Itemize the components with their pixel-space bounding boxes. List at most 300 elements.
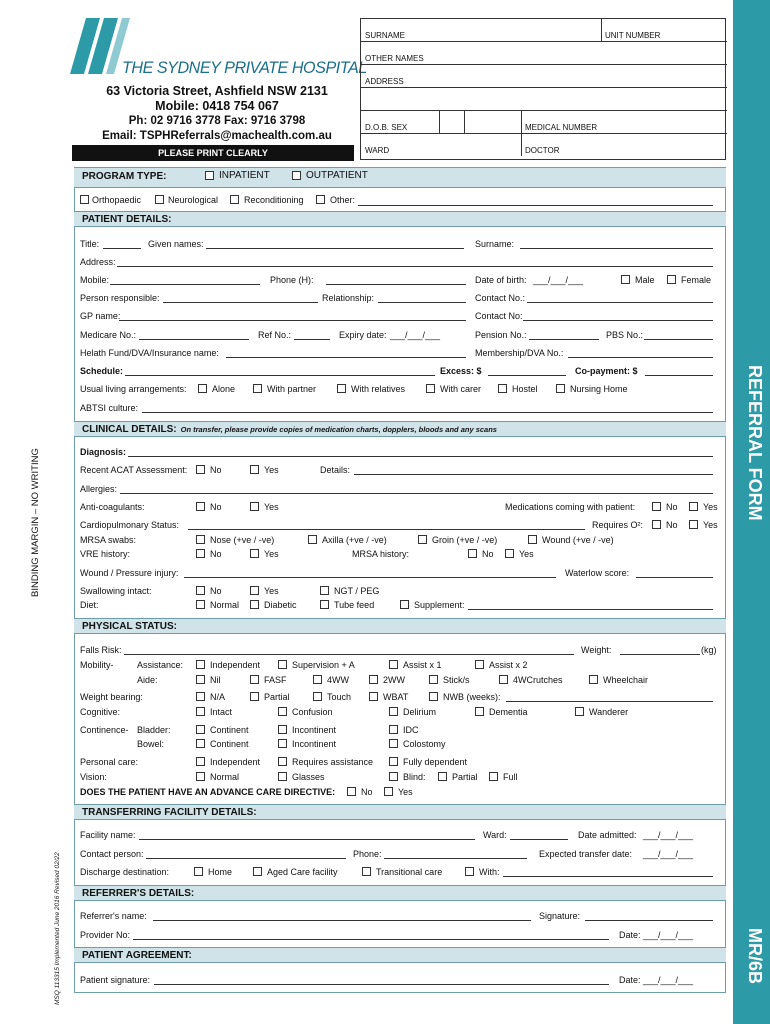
orthopaedic-checkbox[interactable] (80, 195, 89, 204)
diet-diabetic-checkbox[interactable] (250, 600, 259, 609)
kg-label: (kg) (701, 645, 717, 655)
blind-checkbox[interactable] (389, 772, 398, 781)
other-program-label: Other: (330, 195, 356, 205)
wound-injury-label: Wound / Pressure injury: (80, 568, 179, 578)
inpatient-checkbox[interactable] (205, 171, 214, 180)
transfer-ward-label: Ward: (483, 830, 507, 840)
home-checkbox[interactable] (194, 867, 203, 876)
referrer-signature-input[interactable] (585, 920, 713, 921)
excess-label: Excess: $ (440, 366, 482, 376)
ref-no-label: Ref No.: (258, 330, 292, 340)
allergies-label: Allergies: (80, 484, 118, 494)
male-checkbox[interactable] (621, 275, 630, 284)
alone-checkbox[interactable] (198, 384, 207, 393)
facility-name-input[interactable] (139, 839, 475, 840)
provider-no-label: Provider No: (80, 930, 131, 940)
ward-label: WARD (365, 146, 390, 155)
meds-yes-checkbox[interactable] (689, 502, 698, 511)
binding-margin-note: BINDING MARGIN – NO WRITING (30, 448, 41, 597)
female-checkbox[interactable] (667, 275, 676, 284)
nursing-home-checkbox[interactable] (556, 384, 565, 393)
axilla-label: Axilla (+ve / -ve) (322, 535, 387, 545)
expiry-input[interactable]: ___/___/___ (390, 330, 441, 340)
anticoag-yes-label: Yes (264, 502, 279, 512)
idc-checkbox[interactable] (389, 725, 398, 734)
with-relatives-checkbox[interactable] (337, 384, 346, 393)
with-label: With: (479, 867, 500, 877)
glasses-checkbox[interactable] (278, 772, 287, 781)
bladder-continent-label: Continent (210, 725, 249, 735)
gp-contact-label: Contact No: (475, 311, 523, 321)
assist2-label: Assist x 2 (489, 660, 528, 670)
wb-touch-label: Touch (327, 692, 352, 702)
diagnosis-label: Diagnosis: (80, 447, 127, 457)
facility-name-label: Facility name: (80, 830, 136, 840)
assist2-checkbox[interactable] (475, 660, 484, 669)
mobility-label: Mobility- (80, 660, 114, 670)
2ww-label: 2WW (383, 675, 405, 685)
pbs-input[interactable] (644, 339, 713, 340)
transfer-phone-label: Phone: (353, 849, 382, 859)
pension-label: Pension No.: (475, 330, 527, 340)
surname-input[interactable] (520, 248, 713, 249)
4wcrutches-label: 4WCrutches (513, 675, 563, 685)
cognitive-label: Cognitive: (80, 707, 121, 717)
diet-diabetic-label: Diabetic (264, 600, 297, 610)
sticks-checkbox[interactable] (429, 675, 438, 684)
given-names-label: Given names: (148, 239, 204, 249)
referrer-date-label: Date: (619, 930, 641, 940)
address-input[interactable] (117, 266, 713, 267)
copayment-input[interactable] (645, 375, 713, 376)
groin-label: Groin (+ve / -ve) (432, 535, 498, 545)
tube-feed-checkbox[interactable] (320, 600, 329, 609)
weight-input[interactable] (620, 654, 700, 655)
assistance-label: Assistance: (137, 660, 184, 670)
nwb-weeks-input[interactable] (506, 701, 713, 702)
mrsa-swabs-label: MRSA swabs: (80, 535, 137, 545)
meds-no-checkbox[interactable] (652, 502, 661, 511)
wb-partial-label: Partial (264, 692, 290, 702)
person-responsible-label: Person responsible: (80, 293, 160, 303)
dementia-checkbox[interactable] (475, 707, 484, 716)
personal-care-label: Personal care: (80, 757, 139, 767)
surname-label: SURNAME (365, 31, 406, 40)
swallow-no-checkbox[interactable] (196, 586, 205, 595)
hospital-mobile: Mobile: 0418 754 067 (155, 99, 279, 113)
home-label: Home (208, 867, 233, 877)
colostomy-checkbox[interactable] (389, 739, 398, 748)
nil-checkbox[interactable] (196, 675, 205, 684)
transitional-checkbox[interactable] (362, 867, 371, 876)
transfer-phone-input[interactable] (384, 858, 527, 859)
other-program-checkbox[interactable] (316, 195, 325, 204)
patient-details-header (74, 211, 726, 227)
supplement-checkbox[interactable] (400, 600, 409, 609)
waterlow-input[interactable] (636, 577, 713, 578)
pc-requires-label: Requires assistance (292, 757, 374, 767)
swallow-no-label: No (210, 586, 222, 596)
expected-transfer-label: Expected transfer date: (539, 849, 633, 859)
discharge-label: Discharge destination: (80, 867, 170, 877)
wound-ve-label: Wound (+ve / -ve) (542, 535, 614, 545)
o2-yes-checkbox[interactable] (689, 520, 698, 529)
wb-na-checkbox[interactable] (196, 692, 205, 701)
acat-label: Recent ACAT Assessment: (80, 465, 188, 475)
idc-label: IDC (403, 725, 419, 735)
mobile-input[interactable] (110, 284, 260, 285)
vision-normal-checkbox[interactable] (196, 772, 205, 781)
outpatient-checkbox[interactable] (292, 171, 301, 180)
contact-person-label: Contact person: (80, 849, 144, 859)
female-label: Female (681, 275, 712, 285)
transfer-ward-input[interactable] (510, 839, 568, 840)
contact-no-input[interactable] (527, 302, 713, 303)
o2-no-label: No (666, 520, 678, 530)
acat-no-label: No (210, 465, 222, 475)
bowel-continent-label: Continent (210, 739, 249, 749)
title-label: Title: (80, 239, 100, 249)
independent-label: Independent (210, 660, 261, 670)
inpatient-label: INPATIENT (219, 170, 270, 181)
pc-independent-checkbox[interactable] (196, 757, 205, 766)
bladder-incontinent-checkbox[interactable] (278, 725, 287, 734)
fasf-checkbox[interactable] (250, 675, 259, 684)
agreement-title: PATIENT AGREEMENT: (82, 950, 192, 961)
dob-label: Date of birth: (475, 275, 527, 285)
acat-details-input[interactable] (354, 474, 713, 475)
wheelchair-checkbox[interactable] (589, 675, 598, 684)
mrsa-no-checkbox[interactable] (468, 549, 477, 558)
mrsa-yes-checkbox[interactable] (505, 549, 514, 558)
health-fund-label: Helath Fund/DVA/Insurance name: (80, 348, 219, 358)
nursing-home-label: Nursing Home (570, 384, 628, 394)
health-fund-input[interactable] (226, 357, 466, 358)
wb-na-label: N/A (210, 692, 226, 702)
gp-name-label: GP name: (80, 311, 121, 321)
form-version-note: MSQ 113315 Implemented June 2016 Revised 02/22 (54, 852, 61, 1005)
pc-independent-label: Independent (210, 757, 261, 767)
referrer-title: REFERRER'S DETAILS: (82, 888, 195, 899)
vision-normal-label: Normal (210, 772, 240, 782)
relationship-label: Relationship: (322, 293, 375, 303)
date-admitted-label: Date admitted: (578, 830, 637, 840)
title-input[interactable] (103, 248, 141, 249)
pension-input[interactable] (529, 339, 599, 340)
relationship-input[interactable] (378, 302, 466, 303)
assist1-checkbox[interactable] (389, 660, 398, 669)
dementia-label: Dementia (489, 707, 528, 717)
aged-care-label: Aged Care facility (267, 867, 338, 877)
reconditioning-checkbox[interactable] (230, 195, 239, 204)
with-input[interactable] (503, 876, 713, 877)
abtsi-input[interactable] (142, 412, 713, 413)
4ww-label: 4WW (327, 675, 349, 685)
confusion-label: Confusion (292, 707, 333, 717)
with-relatives-label: With relatives (351, 384, 406, 394)
vre-yes-label: Yes (264, 549, 279, 559)
fasf-label: FASF (264, 675, 287, 685)
expected-transfer-input[interactable]: ___/___/___ (643, 849, 694, 859)
excess-input[interactable] (488, 375, 566, 376)
aide-label: Aide: (137, 675, 158, 685)
diet-normal-label: Normal (210, 600, 240, 610)
medical-number-label: MEDICAL NUMBER (525, 123, 598, 132)
meds-no-label: No (666, 502, 678, 512)
pbs-label: PBS No.: (606, 330, 644, 340)
bowel-continent-checkbox[interactable] (196, 739, 205, 748)
with-carer-checkbox[interactable] (426, 384, 435, 393)
bowel-incontinent-label: Incontinent (292, 739, 337, 749)
delirium-label: Delirium (403, 707, 437, 717)
transitional-label: Transitional care (376, 867, 443, 877)
vision-label: Vision: (80, 772, 107, 782)
clinical-details-title: CLINICAL DETAILS: (82, 424, 177, 435)
independent-checkbox[interactable] (196, 660, 205, 669)
agreement-date-label: Date: (619, 975, 641, 985)
diet-normal-checkbox[interactable] (196, 600, 205, 609)
swallow-yes-checkbox[interactable] (250, 586, 259, 595)
delirium-checkbox[interactable] (389, 707, 398, 716)
bowel-incontinent-checkbox[interactable] (278, 739, 287, 748)
transferring-header (74, 804, 726, 820)
address-label: ADDRESS (365, 77, 404, 86)
4ww-checkbox[interactable] (313, 675, 322, 684)
address-field-label: Address: (80, 257, 116, 267)
blind-full-checkbox[interactable] (489, 772, 498, 781)
wanderer-label: Wanderer (589, 707, 629, 717)
other-names-label: OTHER NAMES (365, 54, 424, 63)
2ww-checkbox[interactable] (369, 675, 378, 684)
hospital-email: Email: TSPHReferrals@machealth.com.au (102, 130, 332, 142)
cardio-label: Cardiopulmonary Status: (80, 520, 180, 530)
alone-label: Alone (212, 384, 236, 394)
nose-checkbox[interactable] (196, 535, 205, 544)
with-checkbox[interactable] (465, 867, 474, 876)
physical-status-header (74, 618, 726, 634)
usual-living-label: Usual living arrangements: (80, 384, 187, 394)
doctor-label: DOCTOR (525, 146, 560, 155)
bladder-continent-checkbox[interactable] (196, 725, 205, 734)
intact-checkbox[interactable] (196, 707, 205, 716)
dob-input[interactable]: ___/___/___ (533, 275, 584, 285)
vre-no-label: No (210, 549, 222, 559)
diagnosis-input[interactable] (128, 456, 713, 457)
hospital-address: 63 Victoria Street, Ashfield NSW 2131 (106, 84, 328, 98)
glasses-label: Glasses (292, 772, 325, 782)
supervision-checkbox[interactable] (278, 660, 287, 669)
axilla-checkbox[interactable] (308, 535, 317, 544)
unit-number-label: UNIT NUMBER (605, 31, 661, 40)
acat-yes-checkbox[interactable] (250, 465, 259, 474)
gp-contact-input[interactable] (523, 320, 713, 321)
patient-label-box (360, 18, 726, 160)
mobile-label: Mobile: (80, 275, 110, 285)
weight-bearing-label: Weight bearing: (80, 692, 143, 702)
vre-yes-checkbox[interactable] (250, 549, 259, 558)
wb-partial-checkbox[interactable] (250, 692, 259, 701)
with-partner-checkbox[interactable] (253, 384, 262, 393)
given-names-input[interactable] (206, 248, 464, 249)
reconditioning-label: Reconditioning (244, 195, 304, 205)
advance-no-label: No (361, 787, 373, 797)
with-partner-label: With partner (267, 384, 317, 394)
advance-yes-checkbox[interactable] (384, 787, 393, 796)
wbat-checkbox[interactable] (369, 692, 378, 701)
surname-field-label: Surname: (475, 239, 515, 249)
expiry-label: Expiry date: (339, 330, 387, 340)
medicare-input[interactable] (139, 339, 249, 340)
supervision-label: Supervision + A (292, 660, 355, 670)
transferring-title: TRANSFERRING FACILITY DETAILS: (82, 807, 257, 818)
copayment-label: Co-payment: $ (575, 366, 638, 376)
male-label: Male (635, 275, 655, 285)
outpatient-label: OUTPATIENT (306, 170, 368, 181)
colostomy-label: Colostomy (403, 739, 446, 749)
meds-yes-label: Yes (703, 502, 718, 512)
referrer-signature-label: Signature: (539, 911, 581, 921)
groin-checkbox[interactable] (418, 535, 427, 544)
swallowing-label: Swallowing intact: (80, 586, 152, 596)
nwb-checkbox[interactable] (429, 692, 438, 701)
anticoag-no-checkbox[interactable] (196, 502, 205, 511)
ngt-peg-checkbox[interactable] (320, 586, 329, 595)
aged-care-checkbox[interactable] (253, 867, 262, 876)
cardio-input[interactable] (188, 529, 585, 530)
advance-no-checkbox[interactable] (347, 787, 356, 796)
phone-h-input[interactable] (326, 284, 466, 285)
anticoag-yes-checkbox[interactable] (250, 502, 259, 511)
bowel-label: Bowel: (137, 739, 165, 749)
blind-partial-checkbox[interactable] (438, 772, 447, 781)
patient-signature-input[interactable] (154, 984, 609, 985)
nwb-label: NWB (weeks): (443, 692, 501, 702)
wbat-label: WBAT (383, 692, 409, 702)
gp-name-input[interactable] (119, 320, 466, 321)
o2-yes-label: Yes (703, 520, 718, 530)
hostel-checkbox[interactable] (498, 384, 507, 393)
nil-label: Nil (210, 675, 221, 685)
acat-details-label: Details: (320, 465, 351, 475)
agreement-header (74, 947, 726, 963)
waterlow-label: Waterlow score: (565, 568, 630, 578)
acat-yes-label: Yes (264, 465, 279, 475)
wb-touch-checkbox[interactable] (313, 692, 322, 701)
4wcrutches-checkbox[interactable] (499, 675, 508, 684)
program-type-header (74, 167, 726, 188)
referrer-header (74, 885, 726, 901)
with-carer-label: With carer (440, 384, 482, 394)
referrer-date-input[interactable]: ___/___/___ (643, 930, 694, 940)
clinical-details-header (74, 421, 726, 437)
swallow-yes-label: Yes (264, 586, 279, 596)
nose-label: Nose (+ve / -ve) (210, 535, 275, 545)
contact-no-label: Contact No.: (475, 293, 526, 303)
sticks-label: Stick/s (443, 675, 470, 685)
mrsa-no-label: No (482, 549, 494, 559)
blind-label: Blind: (403, 772, 426, 782)
membership-label: Membership/DVA No.: (475, 348, 564, 358)
neurological-label: Neurological (168, 195, 219, 205)
neurological-checkbox[interactable] (155, 195, 164, 204)
hospital-phone-fax: Ph: 02 9716 3778 Fax: 9716 3798 (128, 115, 306, 127)
anticoag-no-label: No (210, 502, 222, 512)
other-program-input[interactable] (358, 205, 713, 206)
hostel-label: Hostel (512, 384, 538, 394)
wound-ve-checkbox[interactable] (528, 535, 537, 544)
abtsi-label: ABTSI culture: (80, 403, 139, 413)
patient-signature-label: Patient signature: (80, 975, 151, 985)
contact-person-input[interactable] (146, 858, 346, 859)
acat-no-checkbox[interactable] (196, 465, 205, 474)
ref-no-input[interactable] (294, 339, 330, 340)
falls-risk-label: Falls Risk: (80, 645, 122, 655)
orthopaedic-label: Orthopaedic (92, 195, 142, 205)
date-admitted-input[interactable]: ___/___/___ (643, 830, 694, 840)
print-notice: PLEASE PRINT CLEARLY (72, 145, 354, 161)
clinical-note: On transfer, please provide copies of medication charts, dopplers, bloods and any scans (180, 425, 497, 434)
blind-full-label: Full (503, 772, 518, 782)
form-code: MR/6B (745, 928, 765, 985)
intact-label: Intact (210, 707, 233, 717)
wheelchair-label: Wheelchair (603, 675, 649, 685)
hospital-name: THE SYDNEY PRIVATE HOSPITAL (122, 58, 367, 77)
o2-no-checkbox[interactable] (652, 520, 661, 529)
advance-directive-label: DOES THE PATIENT HAVE AN ADVANCE CARE DIRECTIVE: (80, 787, 336, 797)
bladder-incontinent-label: Incontinent (292, 725, 337, 735)
continence-label: Continence- (80, 725, 129, 735)
referrer-name-input[interactable] (153, 920, 531, 921)
diet-label: Diet: (80, 600, 99, 610)
pc-fully-label: Fully dependent (403, 757, 468, 767)
tube-feed-label: Tube feed (334, 600, 375, 610)
ngt-peg-label: NGT / PEG (334, 586, 380, 596)
agreement-date-input[interactable]: ___/___/___ (643, 975, 694, 985)
allergies-input[interactable] (120, 493, 713, 494)
confusion-checkbox[interactable] (278, 707, 287, 716)
pc-requires-checkbox[interactable] (278, 757, 287, 766)
weight-label: Weight: (581, 645, 612, 655)
patient-details-title: PATIENT DETAILS: (82, 214, 172, 225)
bladder-label: Bladder: (137, 725, 171, 735)
requires-o2-label: Requires O²: (592, 520, 644, 530)
blind-partial-label: Partial (452, 772, 478, 782)
referrer-name-label: Referrer's name: (80, 911, 147, 921)
vre-no-checkbox[interactable] (196, 549, 205, 558)
dob-sex-label: D.O.B. SEX (365, 123, 408, 132)
schedule-label: Schedule: (80, 366, 124, 376)
meds-coming-label: Medications coming with patient: (505, 502, 636, 512)
physical-status-title: PHYSICAL STATUS: (82, 621, 178, 632)
supplement-label: Supplement: (414, 600, 465, 610)
wanderer-checkbox[interactable] (575, 707, 584, 716)
provider-no-input[interactable] (133, 939, 609, 940)
vre-label: VRE history: (80, 549, 131, 559)
assist1-label: Assist x 1 (403, 660, 442, 670)
wound-injury-input[interactable] (184, 577, 556, 578)
supplement-input[interactable] (468, 609, 713, 610)
mrsa-history-label: MRSA history: (352, 549, 410, 559)
schedule-input[interactable] (125, 375, 435, 376)
mrsa-yes-label: Yes (519, 549, 534, 559)
phone-h-label: Phone (H): (270, 275, 314, 285)
membership-input[interactable] (568, 357, 713, 358)
program-type-label: PROGRAM TYPE: (82, 171, 167, 182)
falls-risk-input[interactable] (124, 654, 574, 655)
person-responsible-input[interactable] (163, 302, 318, 303)
advance-yes-label: Yes (398, 787, 413, 797)
pc-fully-checkbox[interactable] (389, 757, 398, 766)
